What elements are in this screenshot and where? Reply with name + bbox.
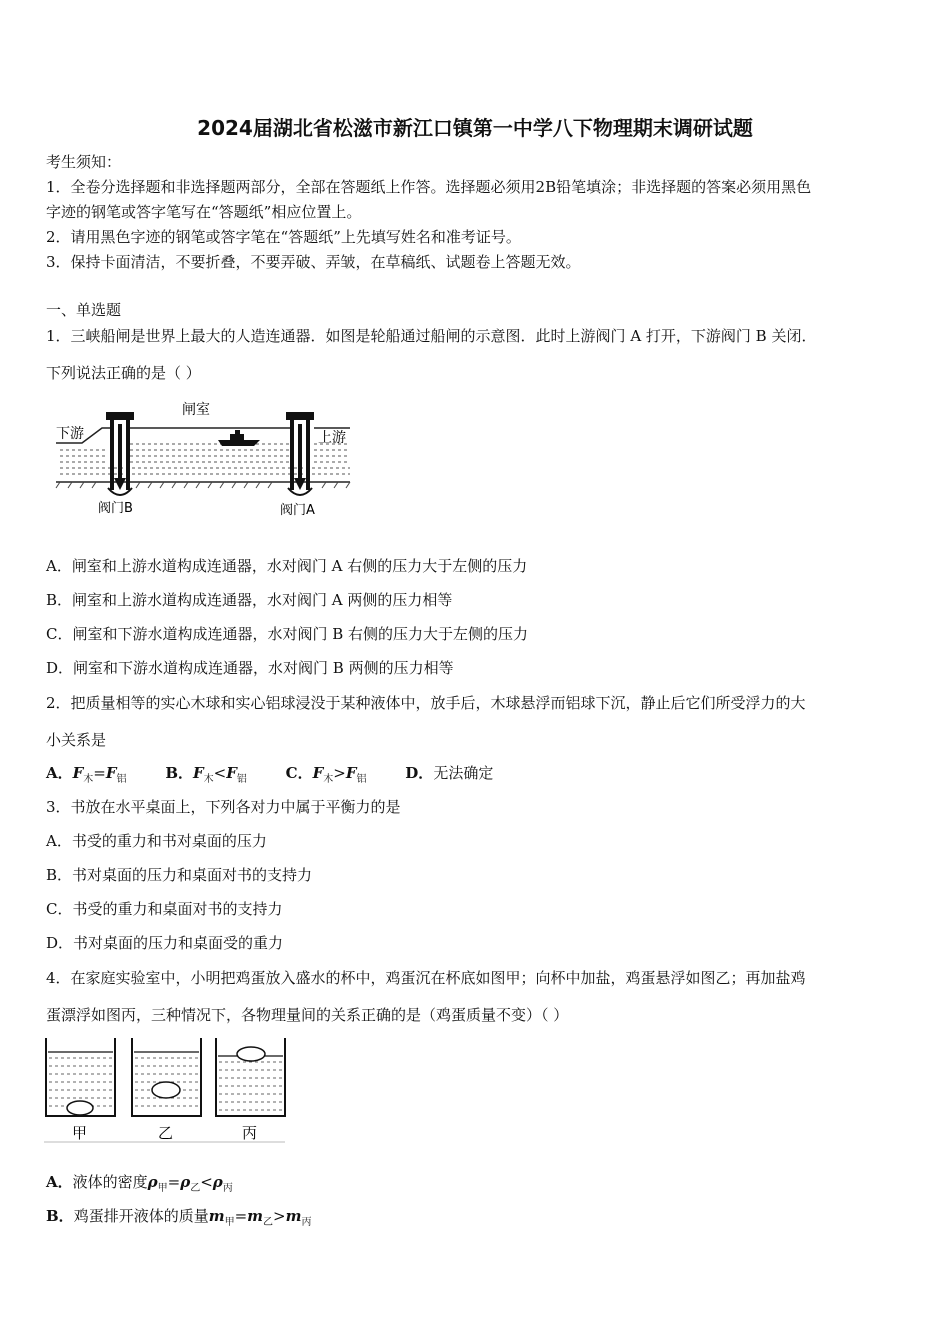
q2-option-b[interactable]: B．$F_木<F_铝$ (165, 764, 247, 785)
q2-option-a[interactable]: A．$F_木=F_铝$ (46, 764, 127, 785)
section-heading: 一、单选题 (46, 301, 122, 319)
notice-item-1: 1．全卷分选择题和非选择题两部分，全部在答题纸上作答。选择题必须用2B铅笔填涂；非选择题的答案必须用黑色 (46, 178, 812, 196)
label-valve-b: 阀门B (98, 501, 133, 516)
page-title: 2024届湖北省松滋市新江口镇第一中学八下物理期末调研试题 (197, 116, 753, 140)
q2-stem-line1: 2．把质量相等的实心木球和实心铝球浸没于某种液体中，放手后，木球悬浮而铝球下沉，静止后它们所受浮力的大 (46, 694, 806, 712)
ship-lock-figure (50, 398, 360, 523)
label-upstream: 上游 (318, 430, 346, 446)
egg-jia (67, 1101, 93, 1115)
q3-option-c[interactable]: C．书受的重力和桌面对书的支持力 (46, 900, 283, 918)
gate-a-cap (286, 412, 314, 420)
notice-item-1-cont: 字迹的钢笔或答字笔写在“答题纸”相应位置上。 (46, 203, 362, 221)
q3-option-b[interactable]: B．书对桌面的压力和桌面对书的支持力 (46, 866, 313, 884)
ground-hatch (56, 482, 350, 488)
gate-a-wall-right (306, 420, 310, 490)
q3-option-a[interactable]: A．书受的重力和书对桌面的压力 (46, 832, 267, 850)
q1-stem-line1: 1．三峡船闸是世界上最大的人造连通器．如图是轮船通过船闸的示意图．此时上游阀门 A 打开，下游阀门 B 关闭． (46, 327, 817, 345)
gate-a-arrow (294, 478, 306, 490)
label-jia: 甲 (72, 1124, 88, 1142)
gate-b-wall-left (110, 420, 114, 490)
q2-options-row (46, 763, 527, 790)
q4-option-b[interactable]: B．鸡蛋排开液体的质量$m_甲=m_乙>m_丙$ (46, 1207, 312, 1228)
gate-b-arrow (114, 478, 126, 490)
notice-item-3: 3．保持卡面清洁，不要折叠，不要弄破、弄皱，在草稿纸、试题卷上答题无效。 (46, 253, 581, 271)
q3-option-d[interactable]: D．书对桌面的压力和桌面受的重力 (46, 934, 284, 952)
label-yi: 乙 (158, 1124, 174, 1142)
q1-option-a[interactable]: A．闸室和上游水道构成连通器，水对阀门 A 右侧的压力大于左侧的压力 (46, 557, 528, 575)
notice-item-2: 2．请用黑色字迹的钢笔或答字笔在“答题纸”上先填写姓名和准考证号。 (46, 228, 521, 246)
cup-bing (216, 1038, 285, 1116)
q4-stem-line2: 蛋漂浮如图丙，三种情况下，各物理量间的关系正确的是（鸡蛋质量不变）（ ） (46, 1006, 569, 1024)
q1-option-b[interactable]: B．闸室和上游水道构成连通器，水对阀门 A 两侧的压力相等 (46, 591, 453, 609)
q2-option-d[interactable]: D．无法确定 (405, 764, 494, 782)
q4-stem-line1: 4．在家庭实验室中，小明把鸡蛋放入盛水的杯中，鸡蛋沉在杯底如图甲；向杯中加盐，鸡蛋悬浮如图乙；再加盐鸡 (46, 969, 806, 987)
egg-cups-figure (44, 1036, 289, 1146)
q2-option-c[interactable]: C．$F_木>F_铝$ (285, 764, 367, 785)
notice-heading: 考生须知： (46, 153, 122, 171)
cup-yi (132, 1038, 201, 1116)
q1-option-c[interactable]: C．闸室和下游水道构成连通器，水对阀门 B 右侧的压力大于左侧的压力 (46, 625, 529, 643)
egg-yi (152, 1082, 180, 1098)
gate-a-wall-left (290, 420, 294, 490)
q1-stem-line2: 下列说法正确的是（ ） (46, 364, 201, 382)
label-valve-a: 阀门A (280, 503, 315, 518)
egg-bing (237, 1047, 265, 1061)
label-chamber: 闸室 (182, 402, 210, 418)
q4-option-a[interactable]: A．液体的密度$\rho_甲=\rho_乙<\rho_丙$ (46, 1173, 233, 1194)
q2-stem-line2: 小关系是 (46, 731, 107, 749)
label-bing: 丙 (242, 1124, 258, 1142)
gate-b-cap (106, 412, 134, 420)
ship-icon (218, 430, 260, 446)
q3-stem: 3．书放在水平桌面上，下列各对力中属于平衡力的是 (46, 798, 401, 816)
gate-b-wall-right (126, 420, 130, 490)
label-downstream: 下游 (56, 426, 84, 442)
cup-jia (46, 1038, 115, 1116)
q1-option-d[interactable]: D．闸室和下游水道构成连通器，水对阀门 B 两侧的压力相等 (46, 659, 454, 677)
